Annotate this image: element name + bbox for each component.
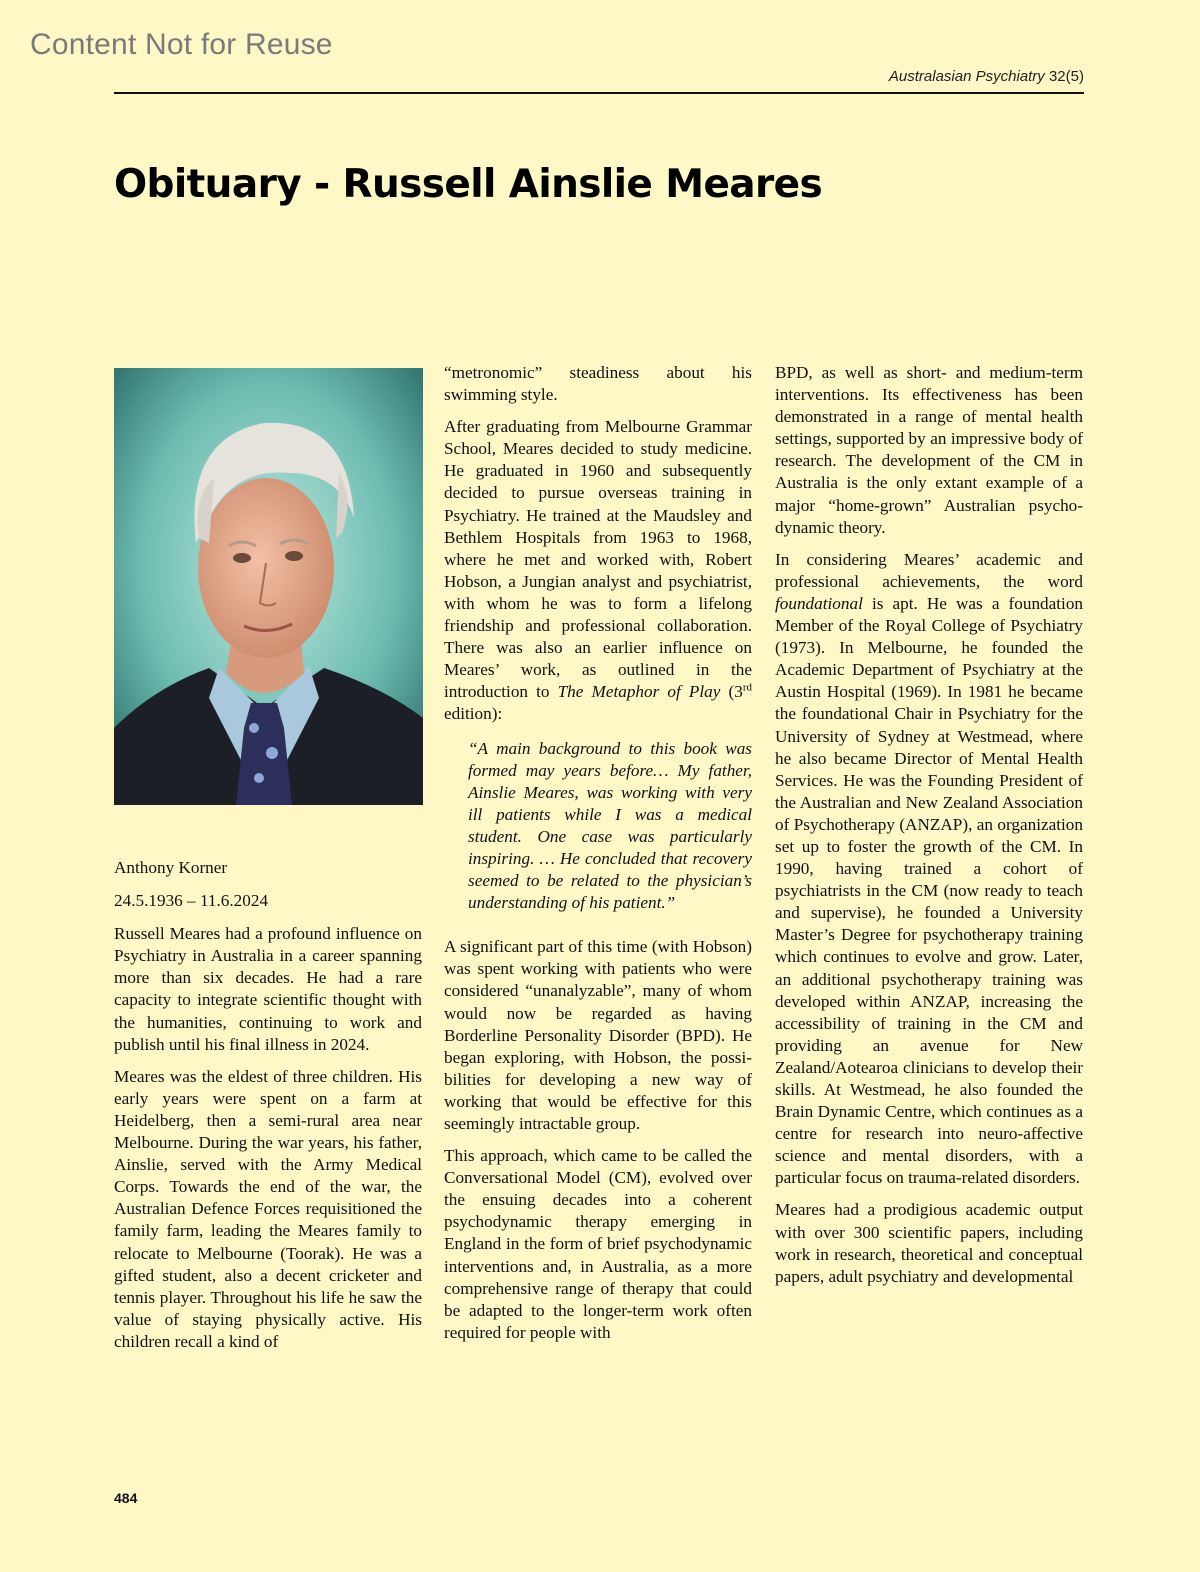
running-header bbox=[889, 68, 1084, 85]
paragraph: Meares had a prodigious academic output with over 300 scientific papers, including work in research, theoretical and conceptual papers, adult psychiatry and developmental bbox=[775, 1200, 1083, 1286]
paragraph: Russell Meares had a profound influence on Psychiatry in Australia in a career spanning more than six decades. He had a rare capacity to integrate scientific thought with the humanities, continuing to work and publish until his final illness in 2024. bbox=[114, 924, 422, 1054]
portrait-image bbox=[114, 368, 423, 805]
paragraph bbox=[775, 549, 1083, 1190]
text-run: After graduating from Melbourne Grammar School, Meares decided to study medicine. He graduated in 1960 and subsequently decided to pursue overseas training in Psychiatry. He trained at the Maudsley and Bethlem Hospitals from 1963 to 1968, where he met and worked with, Robert Hobson, a Jungian analyst and psychiatrist, with whom he was to form a lifelong friendship and professional collaboration. There was also an earlier influence on Meares’ work, as outlined in the introduction to bbox=[444, 417, 752, 702]
text-run: is apt. He was a foundation Member of the Royal College of Psychiatry (1973). In Melbourne, he founded the Academic Department of Psychiatry at the Austin Hospital (1969). In 1981 he became the foundational Chair in Psychiatry for the University of Sydney at Westmead, where he also became Director of Mental Health Services. He was the Founding President of the Australian and New Zealand Association of Psychotherapy (ANZAP), an organization set up to foster the growth of the CM. In 1990, having trained a cohort of psychiatrists in the CM (now ready to teach and supervise), he founded a University Master’s Degree for psychotherapy training which continues to evolve and grow. Later, an additional psychotherapy training was developed within ANZAP, increasing the accessibility of training in the CM and providing an avenue for New Zealand/Aotearoa clinicians to develop their skills. At Westmead, he also founded the Brain Dynamic Centre, which continues as a centre for research into neuro-affective science and mental disorders, with a particular focus on trauma-related disorders. bbox=[775, 593, 1084, 1188]
emphasized-word: foundational bbox=[775, 593, 863, 613]
paragraph: BPD, as well as short- and medium-term interventions. Its effectiveness has been demonstrated in a range of mental health settings, supported by an impressive body of research. The development of the CM in Australia is the only extant example of a major “home-grown” Australian psychodynamic theory. bbox=[775, 363, 1083, 537]
paragraph: Meares was the eldest of three children. His early years were spent on a farm at Heidelberg, then a semi-rural area near Melbourne. During the war years, his father, Ainslie, served with the Army Medical Corps. Towards the end of the war, the Australian Defence Forces requisitioned the family farm, leading the Meares family to relocate to Melbourne (Toorak). He was a gifted student, also a decent cricketer and tennis player. Throughout his life he saw the value of staying physically active. His children recall a kind of bbox=[114, 1066, 422, 1351]
header-rule bbox=[114, 92, 1084, 94]
edition-note: (3rd edition): bbox=[444, 681, 753, 724]
life-dates: 24.5.1936 – 11.6.2024 bbox=[114, 891, 269, 911]
column-1 bbox=[114, 857, 422, 1363]
paragraph: “metronomic” steadiness about his swimming style. bbox=[444, 363, 752, 405]
journal-name: Australasian Psychiatry bbox=[888, 68, 1045, 85]
paragraph: This approach, which came to be called the Conversational Model (CM), evolved over the ensuing decades into a coherent psychodynamic therapy emerging in England in the form of brief psychodynamic interventions and, in Australia, as a more comprehensive range of therapy that could be adapted to the longer-term work often required for people with bbox=[444, 1146, 752, 1342]
text-run: In considering Meares’ academic and professional achievements, the word bbox=[775, 549, 1083, 591]
journal-issue: 32(5) bbox=[1048, 68, 1084, 85]
article-title: Obituary - Russell Ainslie Meares bbox=[114, 162, 823, 207]
paragraph: A significant part of this time (with Hobson) was spent working with patients who were considered “unanalyzable”, many of whom would now be regarded as having Borderline Personality Disorder (BPD). He began exploring, with Hobson, the possibilities for developing a new way of working that would be effective for this seemingly intractable group. bbox=[444, 937, 752, 1133]
watermark: Content Not for Reuse bbox=[30, 28, 333, 61]
portrait-photo bbox=[114, 368, 423, 805]
author-name: Anthony Korner bbox=[114, 858, 228, 877]
block-quote: “A main background to this book was formed may years before… My father, Ainslie Meares, was working with very ill patients while I was a medical student. One case was particularly inspiring. … He concluded that recovery seemed to be related to the physician’s understanding of his patient.” bbox=[468, 738, 752, 913]
page-number: 484 bbox=[114, 1490, 138, 1506]
book-title: The Metaphor of Play bbox=[557, 682, 721, 702]
column-2 bbox=[444, 362, 752, 1354]
paragraph bbox=[444, 416, 752, 725]
column-3 bbox=[775, 362, 1083, 1298]
